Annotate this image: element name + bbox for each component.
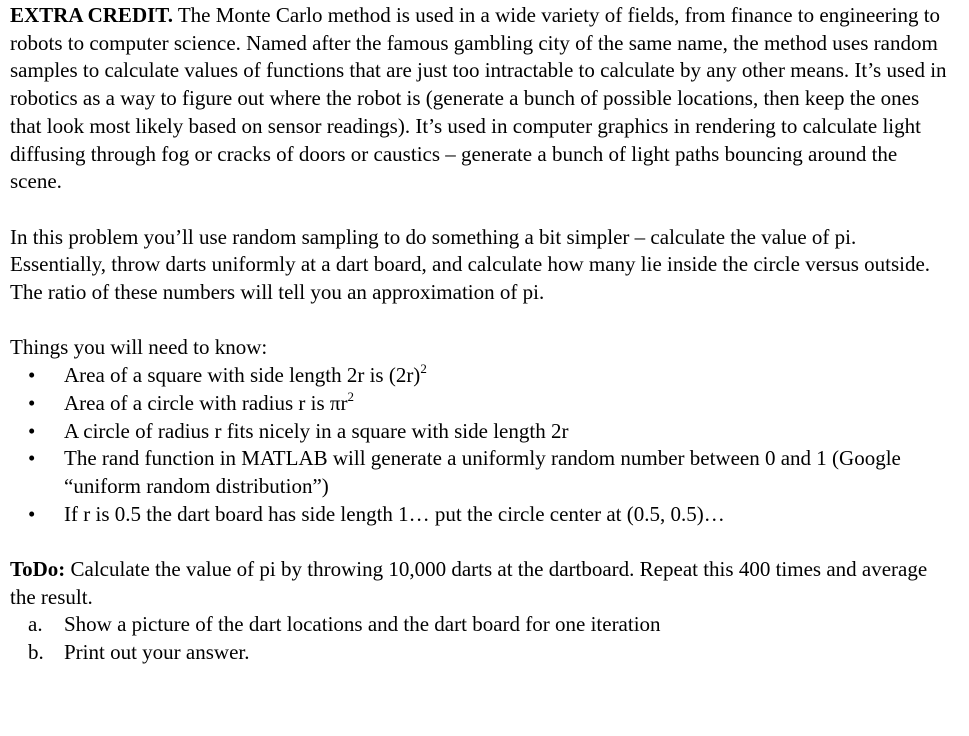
list-item-text: Area of a circle with radius r is πr — [64, 390, 348, 415]
list-item — [10, 445, 950, 500]
list-item-text: A circle of radius r fits nicely in a square with side length 2r — [64, 418, 569, 443]
todo-label: ToDo: — [10, 557, 66, 582]
list-marker: a. — [28, 612, 43, 637]
list-item — [10, 639, 950, 667]
spacer — [10, 196, 950, 224]
list-item — [10, 390, 950, 418]
bullet-icon: • — [28, 446, 36, 471]
list-item — [10, 611, 950, 639]
things-heading: Things you will need to know: — [10, 335, 268, 360]
spacer — [10, 307, 950, 335]
todo-text: Calculate the value of pi by throwing 10,000 darts at the dartboard. Repeat this 400 times and average the result. — [10, 557, 928, 609]
problem-paragraph: In this problem you’ll use random sampling to do something a bit simpler – calculate the value of pi. Essentially, throw darts uniformly at a dart board, and calculate how many lie inside the circle versus outside. The ratio of these numbers will tell you an approximation of pi. — [10, 224, 931, 305]
list-item — [10, 362, 950, 390]
list-item-text: The rand function in MATLAB will generate a uniformly random number between 0 and 1 (Google “uniform random distribution”) — [64, 446, 901, 498]
intro-text: The Monte Carlo method is used in a wide variety of fields, from finance to engineering to robots to computer science. Named after the famous gambling city of the same name, the method uses random samples to calculate values of functions that are just too intractable to calculate by any other means. It’s used in robotics as a way to figure out where the robot is (generate a bunch of possible locations, then keep the ones that look most likely based on sensor readings). It’s used in computer graphics in rendering to calculate light diffusing through fog or cracks of doors or caustics – generate a bunch of light paths bouncing around the scene. — [10, 3, 947, 194]
bullet-icon: • — [28, 363, 36, 388]
bullet-icon: • — [28, 390, 36, 415]
things-list — [10, 362, 950, 528]
superscript: 2 — [347, 388, 354, 404]
list-item-text: Area of a square with side length 2r is (2r) — [64, 363, 421, 388]
list-item-text: If r is 0.5 the dart board has side length 1… put the circle center at (0.5, 0.5)… — [64, 501, 725, 526]
bullet-icon: • — [28, 501, 36, 526]
list-item — [10, 501, 950, 529]
todo-paragraph — [10, 556, 950, 611]
intro-paragraph — [10, 0, 950, 196]
list-item-text: Show a picture of the dart locations and the dart board for one iteration — [64, 612, 661, 637]
todo-list — [10, 611, 950, 666]
document-page — [10, 0, 950, 667]
list-marker: b. — [28, 640, 44, 665]
list-item — [10, 418, 950, 446]
list-item-text: Print out your answer. — [64, 640, 250, 665]
bullet-icon: • — [28, 418, 36, 443]
extra-credit-heading: EXTRA CREDIT. — [10, 3, 173, 27]
spacer — [10, 528, 950, 556]
superscript: 2 — [420, 361, 427, 377]
